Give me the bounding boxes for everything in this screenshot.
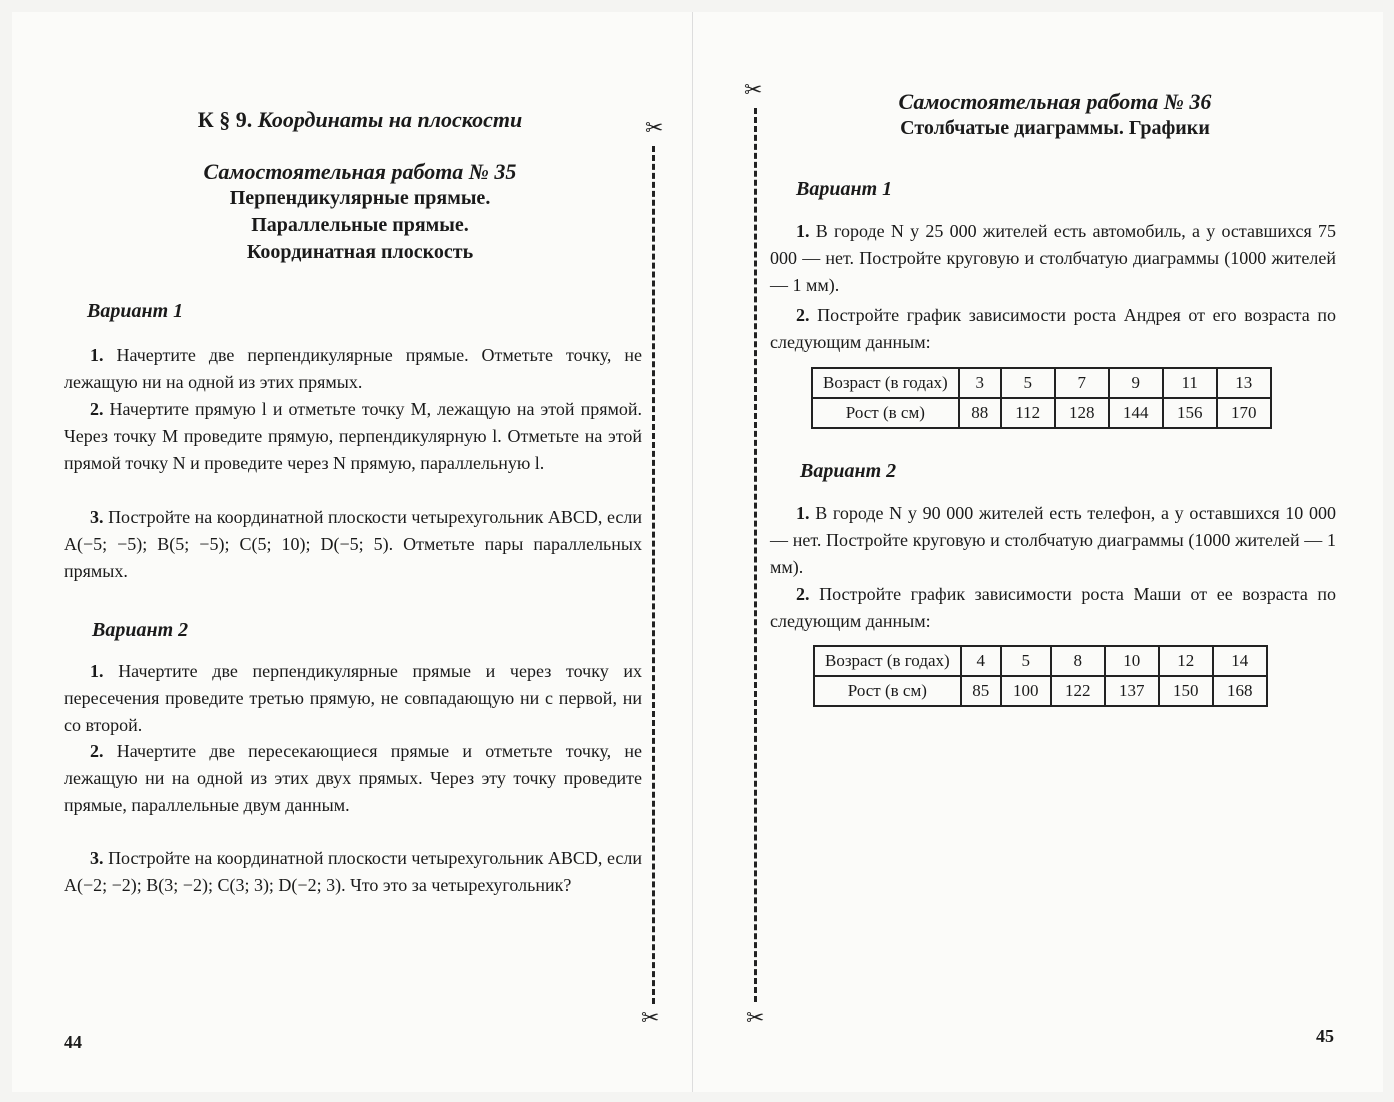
- task-text: Постройте на координатной плоскости четырехугольник ABCD, если A(−2; −2); B(3; −2); C(3; 3); D(−2; 3). Что это за четырехугольник?: [64, 848, 643, 895]
- table-andrey: [811, 367, 1272, 429]
- table-cell: 85: [961, 676, 1001, 706]
- task-number: 2.: [796, 584, 810, 604]
- left-v2-task1: [64, 658, 642, 739]
- scissors-icon: ✂: [746, 1006, 765, 1031]
- table-cell: 12: [1159, 646, 1213, 676]
- table-cell: 9: [1109, 368, 1163, 398]
- table-cell: 4: [961, 646, 1001, 676]
- table-row: [812, 398, 1271, 428]
- table-row: [814, 676, 1267, 706]
- table-cell: 156: [1163, 398, 1217, 428]
- table-cell: 100: [1001, 676, 1051, 706]
- chapter-title-prefix: К § 9.: [197, 107, 253, 132]
- left-v2-task3: [64, 845, 642, 899]
- table-masha: [813, 645, 1268, 707]
- table-cell: Возраст (в годах): [814, 646, 961, 676]
- task-text: Начертите две перпендикулярные прямые и через точку их пересечения проведите третью прямую, не совпадающую ни с первой, ни со второй.: [64, 661, 643, 735]
- task-number: 2.: [796, 305, 810, 325]
- task-number: 3.: [90, 507, 104, 527]
- table-cell: Рост (в см): [814, 676, 961, 706]
- right-v2-task1: [770, 500, 1336, 581]
- table-cell: 122: [1051, 676, 1105, 706]
- task-text: В городе N у 25 000 жителей есть автомобиль, а у оставшихся 75 000 — нет. Постройте круговую и столбчатую диаграммы (1000 жителей — 1 мм).: [770, 221, 1336, 295]
- subtitle-1: Перпендикулярные прямые.: [229, 187, 491, 209]
- scissors-icon: ✂: [641, 1006, 660, 1031]
- cut-line-right: [754, 108, 757, 1002]
- table-cell: 8: [1051, 646, 1105, 676]
- task-number: 2.: [90, 741, 104, 761]
- table-cell: 170: [1217, 398, 1271, 428]
- table-cell: 5: [1001, 646, 1051, 676]
- right-variant1-label: Вариант 1: [796, 178, 893, 200]
- scissors-icon: ✂: [744, 78, 763, 103]
- table-cell: 11: [1163, 368, 1217, 398]
- cut-line-left: [652, 146, 655, 1004]
- table-cell: 7: [1055, 368, 1109, 398]
- task-text: Постройте график зависимости роста Андрея от его возраста по следующим данным:: [770, 305, 1336, 352]
- left-v2-task2: [64, 738, 642, 819]
- chapter-title-main: Координаты на плоскости: [257, 107, 523, 132]
- task-number: 2.: [90, 399, 104, 419]
- task-number: 3.: [90, 848, 104, 868]
- table-cell: 112: [1001, 398, 1055, 428]
- table-cell: 13: [1217, 368, 1271, 398]
- page-number-right: 45: [1316, 1026, 1334, 1046]
- table-cell: 137: [1105, 676, 1159, 706]
- right-v1-task2: [770, 302, 1336, 356]
- table-cell: 144: [1109, 398, 1163, 428]
- page-number-left: 44: [64, 1032, 82, 1052]
- table-cell: Рост (в см): [812, 398, 959, 428]
- work-title-35: Самостоятельная работа № 35: [203, 159, 517, 184]
- task-number: 1.: [90, 345, 104, 365]
- scissors-icon: ✂: [645, 116, 664, 141]
- chapter-title: [60, 106, 660, 133]
- right-v2-task2: [770, 581, 1336, 635]
- subtitle-36: Столбчатые диаграммы. Графики: [900, 117, 1210, 139]
- table-cell: 5: [1001, 368, 1055, 398]
- left-v1-task1: [64, 342, 642, 396]
- table-row: [812, 368, 1271, 398]
- left-v1-task2: [64, 396, 642, 477]
- task-number: 1.: [796, 221, 810, 241]
- table-cell: 14: [1213, 646, 1267, 676]
- table-cell: 88: [959, 398, 1001, 428]
- left-v1-task3: [64, 504, 642, 585]
- right-v1-task1: [770, 218, 1336, 299]
- task-text: Начертите прямую l и отметьте точку M, лежащую на этой прямой. Через точку M проведите прямую, перпендикулярную l. Отметьте на этой прямой точку N и проведите через N прямую, параллельную l.: [64, 399, 642, 473]
- task-text: Постройте на координатной плоскости четырехугольник ABCD, если A(−5; −5); B(5; −5); C(5; 10); D(−5; 5). Отметьте пары параллельных прямых.: [64, 507, 643, 581]
- task-text: Начертите две перпендикулярные прямые. Отметьте точку, не лежащую ни на одной из этих прямых.: [64, 345, 642, 392]
- right-variant2-label: Вариант 2: [800, 460, 897, 482]
- table-cell: 3: [959, 368, 1001, 398]
- task-text: В городе N у 90 000 жителей есть телефон, а у оставшихся 10 000 — нет. Постройте круговую и столбчатую диаграммы (1000 жителей — 1 мм).: [770, 503, 1337, 577]
- table-cell: 168: [1213, 676, 1267, 706]
- subtitle-2: Параллельные прямые.: [251, 214, 469, 236]
- table-row: [814, 646, 1267, 676]
- table-cell: Возраст (в годах): [812, 368, 959, 398]
- left-variant2-label: Вариант 2: [92, 619, 189, 641]
- left-variant1-label: Вариант 1: [87, 300, 184, 322]
- task-text: Постройте график зависимости роста Маши от ее возраста по следующим данным:: [770, 584, 1337, 631]
- task-text: Начертите две пересекающиеся прямые и отметьте точку, не лежащую ни на одной из этих двух прямых. Через эту точку проведите прямые, параллельные двум данным.: [64, 741, 642, 815]
- task-number: 1.: [90, 661, 104, 681]
- table-cell: 128: [1055, 398, 1109, 428]
- subtitle-3: Координатная плоскость: [246, 241, 474, 263]
- task-number: 1.: [796, 503, 810, 523]
- table-cell: 150: [1159, 676, 1213, 706]
- work-title-36: Самостоятельная работа № 36: [898, 89, 1212, 114]
- table-cell: 10: [1105, 646, 1159, 676]
